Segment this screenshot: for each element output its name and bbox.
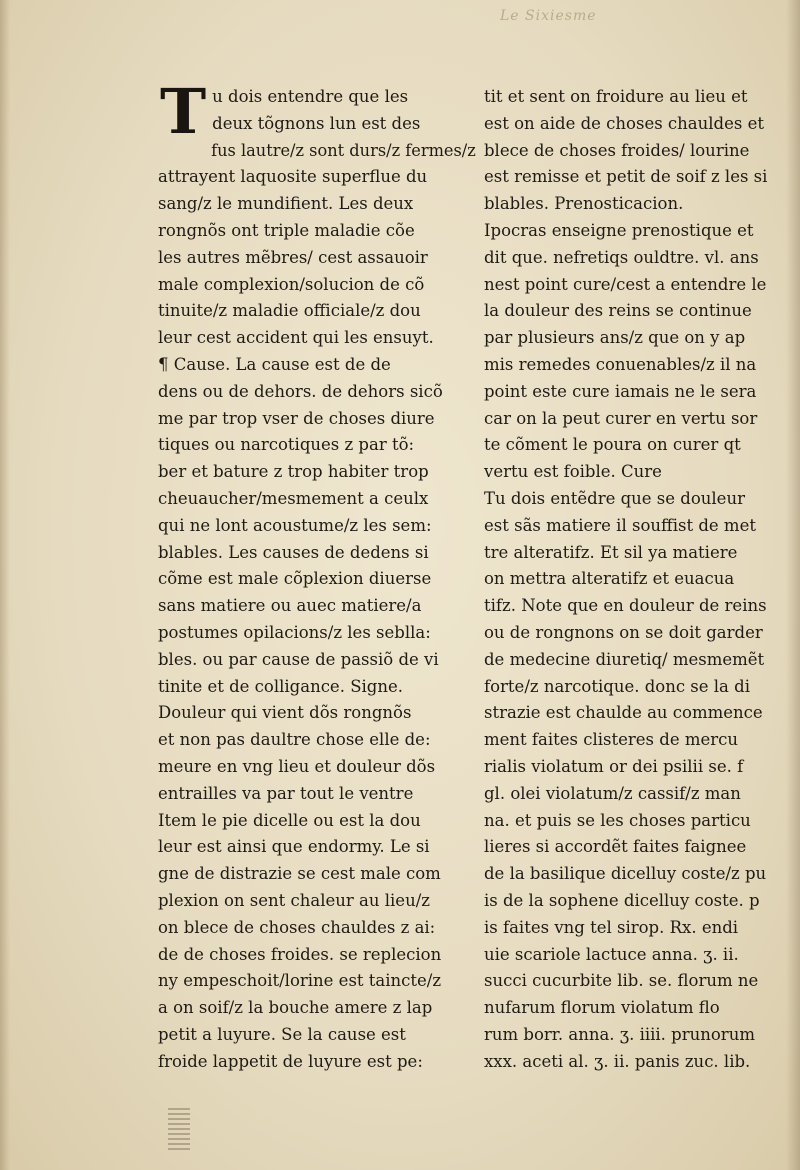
text-line: ment faites clisteres de mercu — [484, 730, 739, 750]
text-line: me par trop vser de choses diure — [158, 408, 435, 428]
text-line: deux tõgnons lun est des — [212, 113, 421, 133]
text-line: Ipocras enseigne prenostique et — [484, 220, 754, 240]
text-line: nufarum florum violatum flo — [484, 998, 720, 1018]
text-line: is faites vng tel sirop. Rx. endi — [484, 917, 739, 937]
text-line: blables. Les causes de dedens si — [158, 542, 429, 562]
text-line: leur est ainsi que endormy. Le si — [158, 837, 430, 857]
text-line: dit que. nefretiqs ouldtre. vl. ans — [484, 247, 759, 267]
text-line: rialis violatum or dei psilii se. f — [484, 756, 744, 776]
library-stamp-mark — [168, 1108, 190, 1150]
text-line: car on la peut curer en vertu sor — [484, 408, 758, 428]
page-edge-left — [0, 0, 10, 1170]
text-line: cõme est male cõplexion diuerse — [158, 569, 432, 589]
text-line: a on soif/z la bouche amere z lap — [158, 998, 433, 1018]
text-line: te cõment le poura on curer qt — [484, 435, 741, 455]
text-line: ¶ Cause. La cause est de de — [158, 354, 391, 374]
text-line: tre alteratifz. Et sil ya matiere — [484, 542, 738, 562]
text-line: lieres si accordẽt faites faignee — [484, 837, 747, 857]
text-line: strazie est chaulde au commence — [484, 703, 763, 723]
text-line: rum borr. anna. ʒ. iiii. prunorum — [484, 1024, 755, 1044]
text-line: plexion on sent chaleur au lieu/z — [158, 890, 430, 910]
text-line: uie scariole lactuce anna. ʒ. ii. — [484, 944, 739, 964]
text-line: tiques ou narcotiques z par tõ: — [158, 435, 415, 455]
text-line: gne de distrazie se cest male com — [158, 864, 441, 884]
right-text-column — [484, 84, 792, 1075]
text-line: point este cure iamais ne le sera — [484, 381, 757, 401]
text-line: ou de rongnons on se doit garder — [484, 622, 763, 642]
text-line: qui ne lont acoustume/z les sem: — [158, 515, 432, 535]
text-line: mis remedes conuenables/z il na — [484, 354, 757, 374]
text-line: de de choses froides. se replecion — [158, 944, 442, 964]
text-line: tinuite/z maladie officiale/z dou — [158, 301, 421, 321]
text-line: gl. olei violatum/z cassif/z man — [484, 783, 741, 803]
text-line: tifz. Note que en douleur de reins — [484, 596, 767, 616]
text-line: vertu est foible. Cure — [484, 462, 662, 482]
text-line: rongnõs ont triple maladie cõe — [158, 220, 415, 240]
text-line: entrailles va par tout le ventre — [158, 783, 414, 803]
text-line: tit et sent on froidure au lieu et — [484, 87, 748, 106]
text-line: na. et puis se les choses particu — [484, 810, 751, 830]
text-line: les autres mẽbres/ cest assauoir — [158, 247, 428, 267]
left-text-column — [158, 75, 476, 1075]
text-line: leur cest accident qui les ensuyt. — [158, 328, 434, 348]
text-line: est remisse et petit de soif z les si — [484, 167, 768, 187]
text-line: blables. Prenosticacion. — [484, 194, 684, 214]
text-line: nest point cure/cest a entendre le — [484, 274, 767, 294]
text-line: forte/z narcotique. donc se la di — [484, 676, 750, 696]
text-line: succi cucurbite lib. se. florum ne — [484, 971, 759, 991]
text-line: is de la sophene dicelluy coste. p — [484, 890, 760, 910]
text-line: on mettra alteratifz et euacua — [484, 569, 735, 589]
text-line: ny empeschoit/lorine est taincte/z — [158, 971, 442, 991]
decorated-initial: T — [160, 75, 207, 148]
text-line: cheuaucher/mesmement a ceulx — [158, 488, 429, 508]
text-line: de medecine diuretiq/ mesmemẽt — [484, 649, 765, 669]
text-line: fus lautre/z sont durs/z fermes/z — [211, 140, 476, 160]
text-line: blece de choses froides/ lourine — [484, 140, 750, 160]
text-line: est sãs matiere il souffist de met — [484, 515, 756, 535]
text-line: sans matiere ou auec matiere/a — [158, 596, 422, 616]
text-line: xxx. aceti al. ʒ. ii. panis zuc. lib. — [484, 1051, 751, 1071]
text-line: Item le pie dicelle ou est la dou — [158, 810, 421, 830]
text-line: sang/z le mundifient. Les deux — [158, 194, 414, 214]
text-line: ber et bature z trop habiter trop — [158, 462, 429, 482]
text-line: postumes opilacions/z les seblla: — [158, 622, 431, 642]
text-line: petit a luyure. Se la cause est — [158, 1024, 406, 1044]
text-line: u dois entendre que les — [212, 87, 409, 106]
text-line: est on aide de choses chauldes et — [484, 113, 764, 133]
text-line: Douleur qui vient dõs rongnõs — [158, 703, 412, 723]
text-line: meure en vng lieu et douleur dõs — [158, 756, 436, 776]
text-line: attrayent laquosite superflue du — [158, 167, 428, 187]
text-line: la douleur des reins se continue — [484, 301, 752, 321]
text-line: Tu dois entẽdre que se douleur — [484, 488, 745, 508]
text-line: on blece de choses chauldes z ai: — [158, 917, 436, 937]
text-line: dens ou de dehors. de dehors sicõ — [158, 381, 443, 401]
running-head: Le Sixiesme — [500, 8, 597, 24]
text-line: male complexion/solucion de cõ — [158, 274, 425, 294]
text-line: par plusieurs ans/z que on y ap — [484, 328, 746, 348]
text-line: et non pas daultre chose elle de: — [158, 730, 431, 750]
text-line: de la basilique dicelluy coste/z pu — [484, 864, 767, 884]
text-line: froide lappetit de luyure est pe: — [158, 1051, 423, 1071]
text-line: bles. ou par cause de passiõ de vi — [158, 649, 439, 669]
text-line: tinite et de colligance. Signe. — [158, 676, 403, 696]
